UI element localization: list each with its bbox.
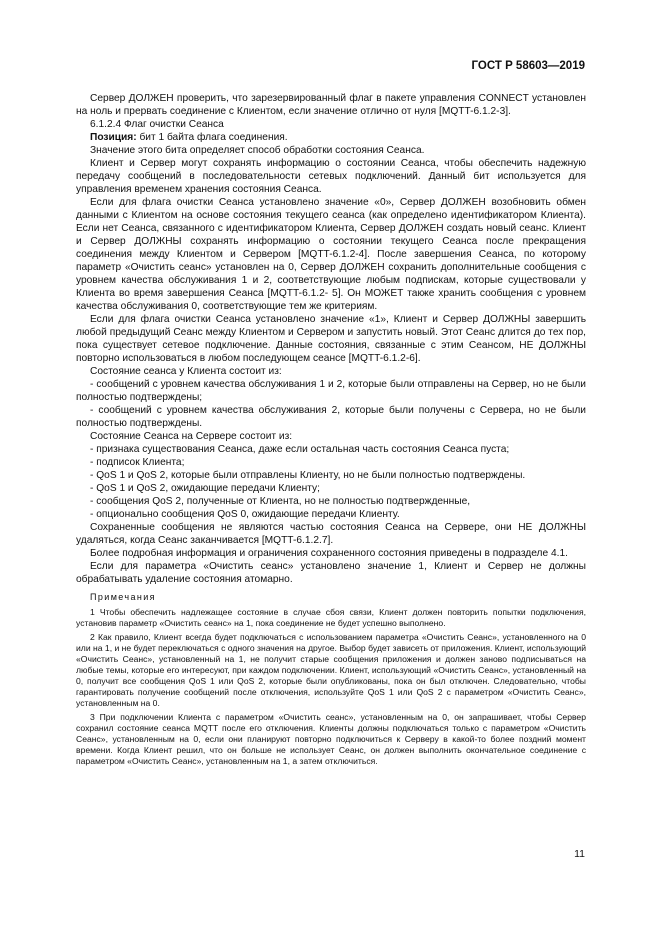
notes-title: Примечания <box>90 592 156 602</box>
server-state-item: - QoS 1 и QoS 2, которые были отправлены Клиенту, но не были полностью подтверждены. <box>90 470 526 481</box>
note-item: 1 Чтобы обеспечить надлежащее состояние в случае сбоя связи, Клиент должен повторить попытки подключения, установив параметр «Очистить сеанс» на 1, пока соединение не будет успешно выполнено. <box>76 607 586 628</box>
server-state-item: - сообщения QoS 2, полученные от Клиента, но не полностью подтвержденные, <box>90 496 471 507</box>
server-state-item: - опционально сообщения QoS 0, ожидающие передачи Клиенту. <box>90 509 400 520</box>
paragraph-client-state-intro: Состояние сеанса у Клиента состоит из: <box>90 366 282 377</box>
section-title: 6.1.2.4 Флаг очистки Сеанса <box>90 119 224 130</box>
paragraph-server-state-intro: Состояние Сеанса на Сервере состоит из: <box>90 431 293 442</box>
client-state-item: - сообщений с уровнем качества обслуживания 1 и 2, которые были отправлены на Сервер, но не были полностью подтверждены; <box>76 379 586 403</box>
paragraph-retained-messages: Сохраненные сообщения не являются частью состояния Сеанса на Сервере, они НЕ ДОЛЖНЫ удаляться, когда Сеанс заканчивается [MQTT-6.1.2.7]. <box>76 522 586 546</box>
note-item: 2 Как правило, Клиент всегда будет подключаться с использованием параметра «Очистить Сеанс», установленного на 0 или на 1, и не будет переключаться с одного значения на другое. Выбор будет зависеть от приложения. Клиент, использующий «Очистить Сеанс», установленный на 1, не получит старые сообщения приложения и должен заново подписываться на любые темы, которые его интересуют, при каждом подключении. Клиент, использующий «Очистить Сеанс», установленный на 0, получит все сообщения QoS 1 или QoS 2, которые были опубликованы, пока он был отключен. Следовательно, чтобы гарантировать получение сообщений после отключения, используйте QoS 1 или QoS 2 с параметром «Очистить Сеанс», установленным на 0. <box>76 632 586 708</box>
server-state-item: - подписок Клиента; <box>90 457 185 468</box>
server-state-item: - признака существования Сеанса, даже если остальная часть состояния Сеанса пуста; <box>90 444 510 455</box>
position-text: бит 1 байта флага соединения. <box>136 132 288 143</box>
document-code-header: ГОСТ Р 58603—2019 <box>471 60 585 72</box>
page-content <box>76 92 586 767</box>
paragraph-session-storage: Клиент и Сервер могут сохранять информацию о состоянии Сеанса, чтобы обеспечить надежную передачу сообщений в последовательности сетевых подключений. Данный бит используется для управления временем хранения состояния Сеанса. <box>76 158 586 195</box>
position-label: Позиция: <box>90 132 137 143</box>
paragraph-clean-flag-zero: Если для флага очистки Сеанса установлено значение «0», Сервер ДОЛЖЕН возобновить обмен данными с Клиентом на основе состояния текущего сеанса (как определено идентификатором Клиента). Если нет Сеанса, связанного с идентификатором Клиента, Сервер ДОЛЖЕН создать новый сеанс. Клиент и Сервер ДОЛЖНЫ сохранять информацию о состоянии текущего Сеанса после прекращения соединения между Клиентом и Сервером [MQTT-6.1.2-4]. После завершения Сеанса, по которому параметр «Очистить сеанс» установлен на 0, Сервер ДОЛЖЕН сохранить дополнительные сообщения с уровнем качества обслуживания 1 и 2, соответствующие любым подпискам, которые существовали у Клиента во время завершения Сеанса [MQTT-6.1.2- 5]. Он МОЖЕТ также хранить сообщения с уровнем качества обслуживания 0, соответствующие тем же критериям. <box>76 197 586 312</box>
paragraph-more-info: Более подробная информация и ограничения сохраненного состояния приведены в подразделе 4.1. <box>90 548 568 559</box>
paragraph-reserved-flag: Сервер ДОЛЖЕН проверить, что зарезервированный флаг в пакете управления CONNECT установлен на ноль и прервать соединение с Клиентом, если значение отлично от нуля [MQTT-6.1.2-3]. <box>76 93 586 117</box>
paragraph-clean-flag-one: Если для флага очистки Сеанса установлено значение «1», Клиент и Сервер ДОЛЖНЫ завершить любой предыдущий Сеанс между Клиентом и Сервером и запустить новый. Этот Сеанс длится до тех пор, пока существует сетевое подключение. Данные состояния, связанные с этим Сеансом, НЕ ДОЛЖНЫ повторно использоваться в любом последующем сеансе [MQTT-6.1.2-6]. <box>76 314 586 364</box>
page-number: 11 <box>574 848 585 860</box>
client-state-item: - сообщений с уровнем качества обслуживания 2, которые были получены с Сервера, но не были полностью подтверждены. <box>76 405 586 429</box>
note-item: 3 При подключении Клиента с параметром «Очистить сеанс», установленным на 0, он запрашивает, чтобы Сервер сохранил состояние сеанса MQTT после его отключения. Клиенты должны подключаться только с параметром «Очистить Сеанс», установленным на 0, если они планируют повторно подключиться к Серверу в какой-то более поздний момент времени. Когда Клиент решил, что он больше не использует Сеанс, он должен выполнить окончательное соединение с параметром «Очистить Сеанс», установленным на 1, а затем отключиться. <box>76 712 586 766</box>
server-state-item: - QoS 1 и QoS 2, ожидающие передачи Клиенту; <box>90 483 320 494</box>
paragraph-bit-meaning: Значение этого бита определяет способ обработки состояния Сеанса. <box>90 145 425 156</box>
paragraph-atomic-removal: Если для параметра «Очистить сеанс» установлено значение 1, Клиент и Сервер не должны обрабатывать удаление состояния атомарно. <box>76 561 586 585</box>
position-line <box>76 131 586 144</box>
